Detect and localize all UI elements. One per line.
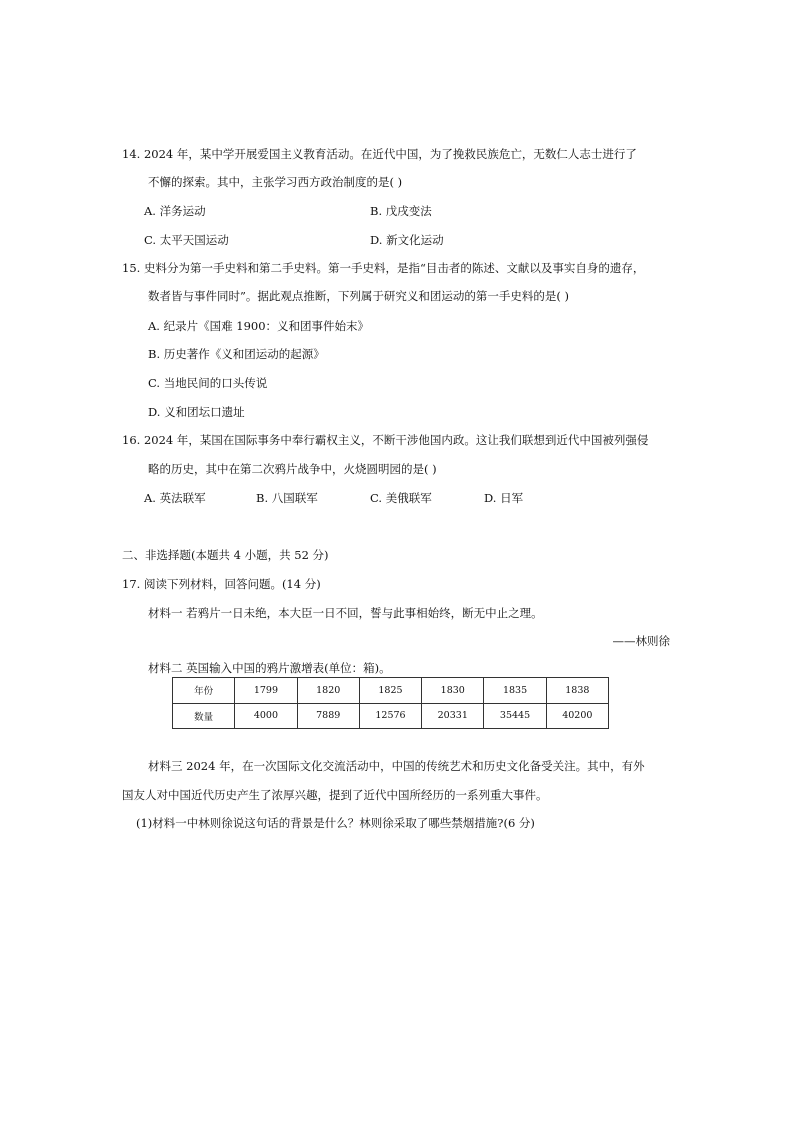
table-cell: 1799 (235, 678, 297, 704)
table-cell: 20331 (422, 703, 484, 729)
sub-question-1: (1)材料一中林则徐说这句话的背景是什么？林则徐采取了哪些禁烟措施?(6 分) (136, 816, 535, 830)
table-cell: 1830 (422, 678, 484, 704)
table-cell: 1825 (359, 678, 421, 704)
q15-option-d: D. 义和团坛口遗址 (148, 405, 245, 419)
material-2-caption: 材料二 英国输入中国的鸦片激增表(单位：箱)。 (148, 661, 391, 675)
question-15-stem: 15. 史料分为第一手史料和第二手史料。第一手史料，是指“目击者的陈述、文献以及事实自身的遗存， (122, 261, 645, 275)
q14-option-a: A. 洋务运动 (144, 204, 206, 218)
q16-option-a: A. 英法联军 (144, 491, 206, 505)
q16-option-b: B. 八国联军 (256, 491, 318, 505)
opium-import-table (172, 677, 609, 729)
table-cell: 1820 (297, 678, 359, 704)
table-cell: 1838 (546, 678, 608, 704)
q15-option-a: A. 纪录片《国难 1900：义和团事件始末》 (148, 319, 370, 333)
question-16-stem: 16. 2024 年，某国在国际事务中奉行霸权主义，不断干涉他国内政。这让我们联想到近代中国被列强侵 (122, 433, 649, 447)
table-cell: 12576 (359, 703, 421, 729)
table-cell: 1835 (484, 678, 546, 704)
q15-option-b: B. 历史著作《义和团运动的起源》 (148, 347, 325, 361)
q14-option-b: B. 戊戌变法 (370, 204, 432, 218)
section-2-title: 二、非选择题(本题共 4 小题，共 52 分) (122, 548, 329, 562)
table-row (173, 678, 609, 704)
material-3-text-cont: 国友人对中国近代历史产生了浓厚兴趣，提到了近代中国所经历的一系列重大事件。 (122, 788, 548, 802)
table-cell: 40200 (546, 703, 608, 729)
material-3-text: 材料三 2024 年，在一次国际文化交流活动中，中国的传统艺术和历史文化备受关注。其中，有外 (148, 759, 645, 773)
q16-option-d: D. 日军 (484, 491, 524, 505)
material-1-source: ——林则徐 (612, 634, 670, 648)
table-row (173, 703, 609, 729)
question-15-stem-cont: 数者皆与事件同时”。据此观点推断，下列属于研究义和团运动的第一手史料的是( ) (148, 289, 570, 303)
question-14-stem: 14. 2024 年，某中学开展爱国主义教育活动。在近代中国，为了挽救民族危亡，无数仁人志士进行了 (122, 147, 637, 161)
q15-option-c: C. 当地民间的口头传说 (148, 376, 268, 390)
q14-option-c: C. 太平天国运动 (144, 233, 229, 247)
q14-option-d: D. 新文化运动 (370, 233, 444, 247)
question-16-stem-cont: 略的历史，其中在第二次鸦片战争中，火烧圆明园的是( ) (148, 462, 437, 476)
table-cell: 4000 (235, 703, 297, 729)
question-14-stem-cont: 不懈的探索。其中，主张学习西方政治制度的是( ) (148, 175, 403, 189)
table-cell: 35445 (484, 703, 546, 729)
table-cell: 数量 (173, 703, 235, 729)
table-cell: 7889 (297, 703, 359, 729)
table-cell: 年份 (173, 678, 235, 704)
question-17-intro: 17. 阅读下列材料，回答问题。(14 分) (122, 577, 321, 591)
material-1-text: 材料一 若鸦片一日未绝，本大臣一日不回，誓与此事相始终，断无中止之理。 (148, 606, 543, 620)
q16-option-c: C. 美俄联军 (370, 491, 432, 505)
